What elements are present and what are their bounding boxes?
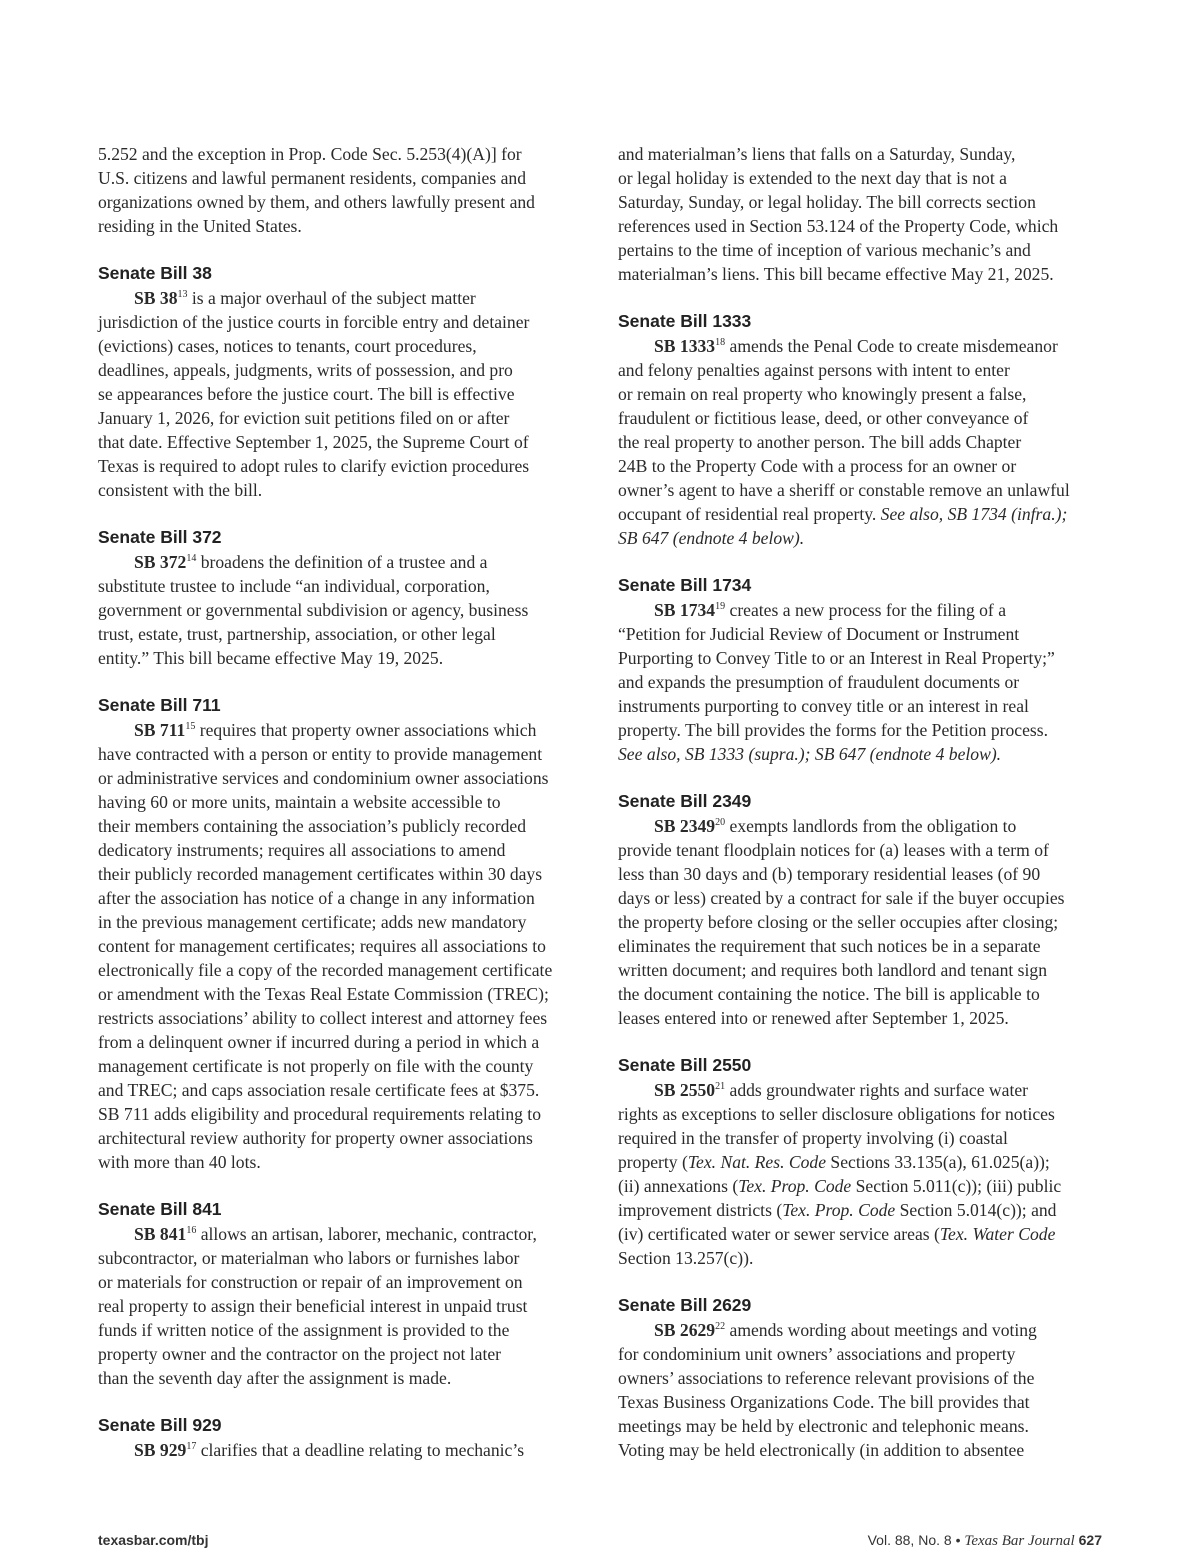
endnote-marker: 20: [715, 817, 726, 829]
code-citation: Tex. Nat. Res. Code: [687, 1152, 827, 1172]
left-column: [98, 142, 588, 1462]
section-sb711: [98, 694, 588, 1174]
section-sb1333: [618, 310, 1108, 550]
endnote-marker: 16: [186, 1225, 197, 1237]
body-text: is a major overhaul of the subject matter jurisdiction of the justice courts in forcible entry and detainer (evictions) cases, notices to tenants, court procedures, deadlines, appeals, judgments, writs of possession, and pro se appearances before the justice court. The bill is effective January 1, 2026, for eviction suit petitions filed on or after that date. Effective September 1, 2025, the Supreme Court of Texas is required to adopt rules to clarify eviction procedures consistent with the bill.: [98, 288, 530, 500]
body-text: Sections 33.135(a), 61.025(a)); (ii) annexations (: [618, 1152, 1050, 1196]
issue-info: [868, 1532, 1102, 1550]
body-text: Section 5.014(c)); and (iv) certificated water or sewer service areas (: [618, 1200, 1057, 1244]
section-body: [98, 718, 588, 1174]
body-text: amends the Penal Code to create misdemeanor and felony penalties against persons with intent to enter or remain on real property who knowingly present a false, fraudulent or fictitious lease, deed, or other conveyance of the real property to another person. The bill adds Chapter 24B to the Property Code with a process for an owner or owner’s agent to have a sheriff or constable remove an unlawful occupant of residential real property.: [618, 336, 1070, 524]
cross-reference: See also, SB 1333 (supra.); SB 647 (endnote 4 below).: [618, 744, 1002, 764]
bullet-separator: •: [955, 1532, 961, 1548]
section-heading: Senate Bill 372: [98, 527, 222, 547]
section-body: [618, 1318, 1108, 1462]
journal-title: Texas Bar Journal: [964, 1533, 1075, 1549]
section-heading: Senate Bill 1734: [618, 575, 752, 595]
section-heading: Senate Bill 929: [98, 1415, 222, 1435]
section-sb2349: [618, 790, 1108, 1030]
body-text: creates a new process for the filing of a “Petition for Judicial Review of Document or Instrument Purporting to Convey Title to or an Interest in Real Property;” and expands the presumption of fraudulent documents or instruments purporting to convey title or an interest in real property. The bill provides the forms for the Petition process.: [618, 600, 1055, 740]
section-body: [618, 334, 1108, 550]
bill-number: SB 841: [134, 1224, 187, 1244]
endnote-marker: 18: [715, 337, 726, 349]
volume-number: Vol. 88, No. 8: [867, 1532, 952, 1548]
page-number: 627: [1078, 1532, 1102, 1548]
section-heading: Senate Bill 2550: [618, 1055, 752, 1075]
section-heading: Senate Bill 711: [98, 695, 221, 715]
section-sb841: [98, 1198, 588, 1390]
section-heading: Senate Bill 38: [98, 263, 212, 283]
section-sb38: [98, 262, 588, 502]
body-text: requires that property owner associations which have contracted with a person or entity to provide management or administrative services and condominium owner associations having 60 or more units, maintain a website accessible to their members containing the association’s publicly recorded dedicatory instruments; requires all associations to amend their publicly recorded management certificates within 30 days after the association has notice of a change in any information in the previous management certificate; adds new mandatory content for management certificates; requires all associations to electronically file a copy of the recorded management certificate or amendment with the Texas Real Estate Commission (TREC); restricts associations’ ability to collect interest and attorney fees from a delinquent owner if incurred during a period in which a management certificate is not properly on file with the county and TREC; and caps association resale certificate fees at $375. SB 711 adds eligibility and procedural requirements relating to architectural review authority for property owner associations with more than 40 lots.: [98, 720, 553, 1172]
code-citation: Tex. Water Code: [939, 1224, 1056, 1244]
bill-number: SB 2349: [654, 816, 716, 836]
bill-number: SB 1734: [654, 600, 716, 620]
website-link[interactable]: texasbar.com/tbj: [98, 1532, 209, 1548]
bill-number: SB 1333: [654, 336, 716, 356]
cross-reference: See also, SB 1734 (infra.); SB 647 (endnote 4 below).: [618, 504, 1068, 548]
code-citation: Tex. Prop. Code: [738, 1176, 852, 1196]
section-sb372: [98, 526, 588, 670]
bill-number: SB 2629: [654, 1320, 716, 1340]
section-heading: Senate Bill 841: [98, 1199, 222, 1219]
body-text: Section 13.257(c)).: [618, 1248, 754, 1268]
section-heading: Senate Bill 2629: [618, 1295, 752, 1315]
section-heading: Senate Bill 2349: [618, 791, 752, 811]
endnote-marker: 13: [177, 289, 188, 301]
bill-number: SB 38: [134, 288, 178, 308]
right-column: [618, 142, 1108, 1462]
body-text: broadens the definition of a trustee and a substitute trustee to include “an individual, corporation, government or governmental subdivision or agency, business trust, estate, trust, partnership, association, or other legal entity.” This bill became effective May 19, 2025.: [98, 552, 529, 668]
section-sb2550: [618, 1054, 1108, 1270]
section-body: [98, 1438, 588, 1462]
endnote-marker: 22: [715, 1321, 726, 1333]
endnote-marker: 21: [715, 1081, 726, 1093]
section-body: [98, 550, 588, 670]
section-body: [618, 598, 1108, 766]
intro-paragraph: 5.252 and the exception in Prop. Code Sec. 5.253(4)(A)] for U.S. citizens and lawful permanent residents, companies and organizations owned by them, and others lawfully present and residing in the United States.: [98, 144, 535, 236]
endnote-marker: 15: [185, 721, 196, 733]
body-text: allows an artisan, laborer, mechanic, contractor, subcontractor, or materialman who labors or furnishes labor or materials for construction or repair of an improvement on real property to assign their beneficial interest in unpaid trust funds if written notice of the assignment is provided to the property owner and the contractor on the project not later than the seventh day after the assignment is made.: [98, 1224, 537, 1388]
body-text: clarifies that a deadline relating to mechanic’s: [196, 1440, 525, 1460]
section-sb1734: [618, 574, 1108, 766]
endnote-marker: 14: [186, 553, 197, 565]
body-text: exempts landlords from the obligation to provide tenant floodplain notices for (a) leases with a term of less than 30 days and (b) temporary residential leases (of 90 days or less) created by a contract for sale if the buyer occupies the property before closing or the seller occupies after closing; eliminates the requirement that such notices be in a separate written document; and requires both landlord and tenant sign the document containing the notice. The bill is applicable to leases entered into or renewed after September 1, 2025.: [618, 816, 1065, 1028]
endnote-marker: 19: [715, 601, 726, 613]
section-body: [618, 1078, 1108, 1270]
section-sb929: [98, 1414, 588, 1462]
body-text: Section 5.011(c)); (iii) public improvement districts (: [618, 1176, 1062, 1220]
code-citation: Tex. Prop. Code: [782, 1200, 896, 1220]
endnote-marker: 17: [186, 1441, 197, 1453]
section-body: [98, 286, 588, 502]
bill-number: SB 372: [134, 552, 187, 572]
body-text: adds groundwater rights and surface water rights as exceptions to seller disclosure obligations for notices required in the transfer of property involving (i) coastal property (: [618, 1080, 1055, 1172]
section-body: [98, 1222, 588, 1390]
bill-number: SB 711: [134, 720, 186, 740]
bill-number: SB 2550: [654, 1080, 716, 1100]
section-heading: Senate Bill 1333: [618, 311, 752, 331]
bill-number: SB 929: [134, 1440, 187, 1460]
section-sb2629: [618, 1294, 1108, 1462]
body-text: amends wording about meetings and voting for condominium unit owners’ associations and property owners’ associations to reference relevant provisions of the Texas Business Organizations Code. The bill provides that meetings may be held by electronic and telephonic means. Voting may be held electronically (in addition to absentee: [618, 1320, 1037, 1460]
section-body: [618, 814, 1108, 1030]
continuation-paragraph: and materialman’s liens that falls on a Saturday, Sunday, or legal holiday is extended to the next day that is not a Saturday, Sunday, or legal holiday. The bill corrects section references used in Section 53.124 of the Property Code, which pertains to the time of inception of various mechanic’s and materialman’s liens. This bill became effective May 21, 2025.: [618, 144, 1059, 284]
